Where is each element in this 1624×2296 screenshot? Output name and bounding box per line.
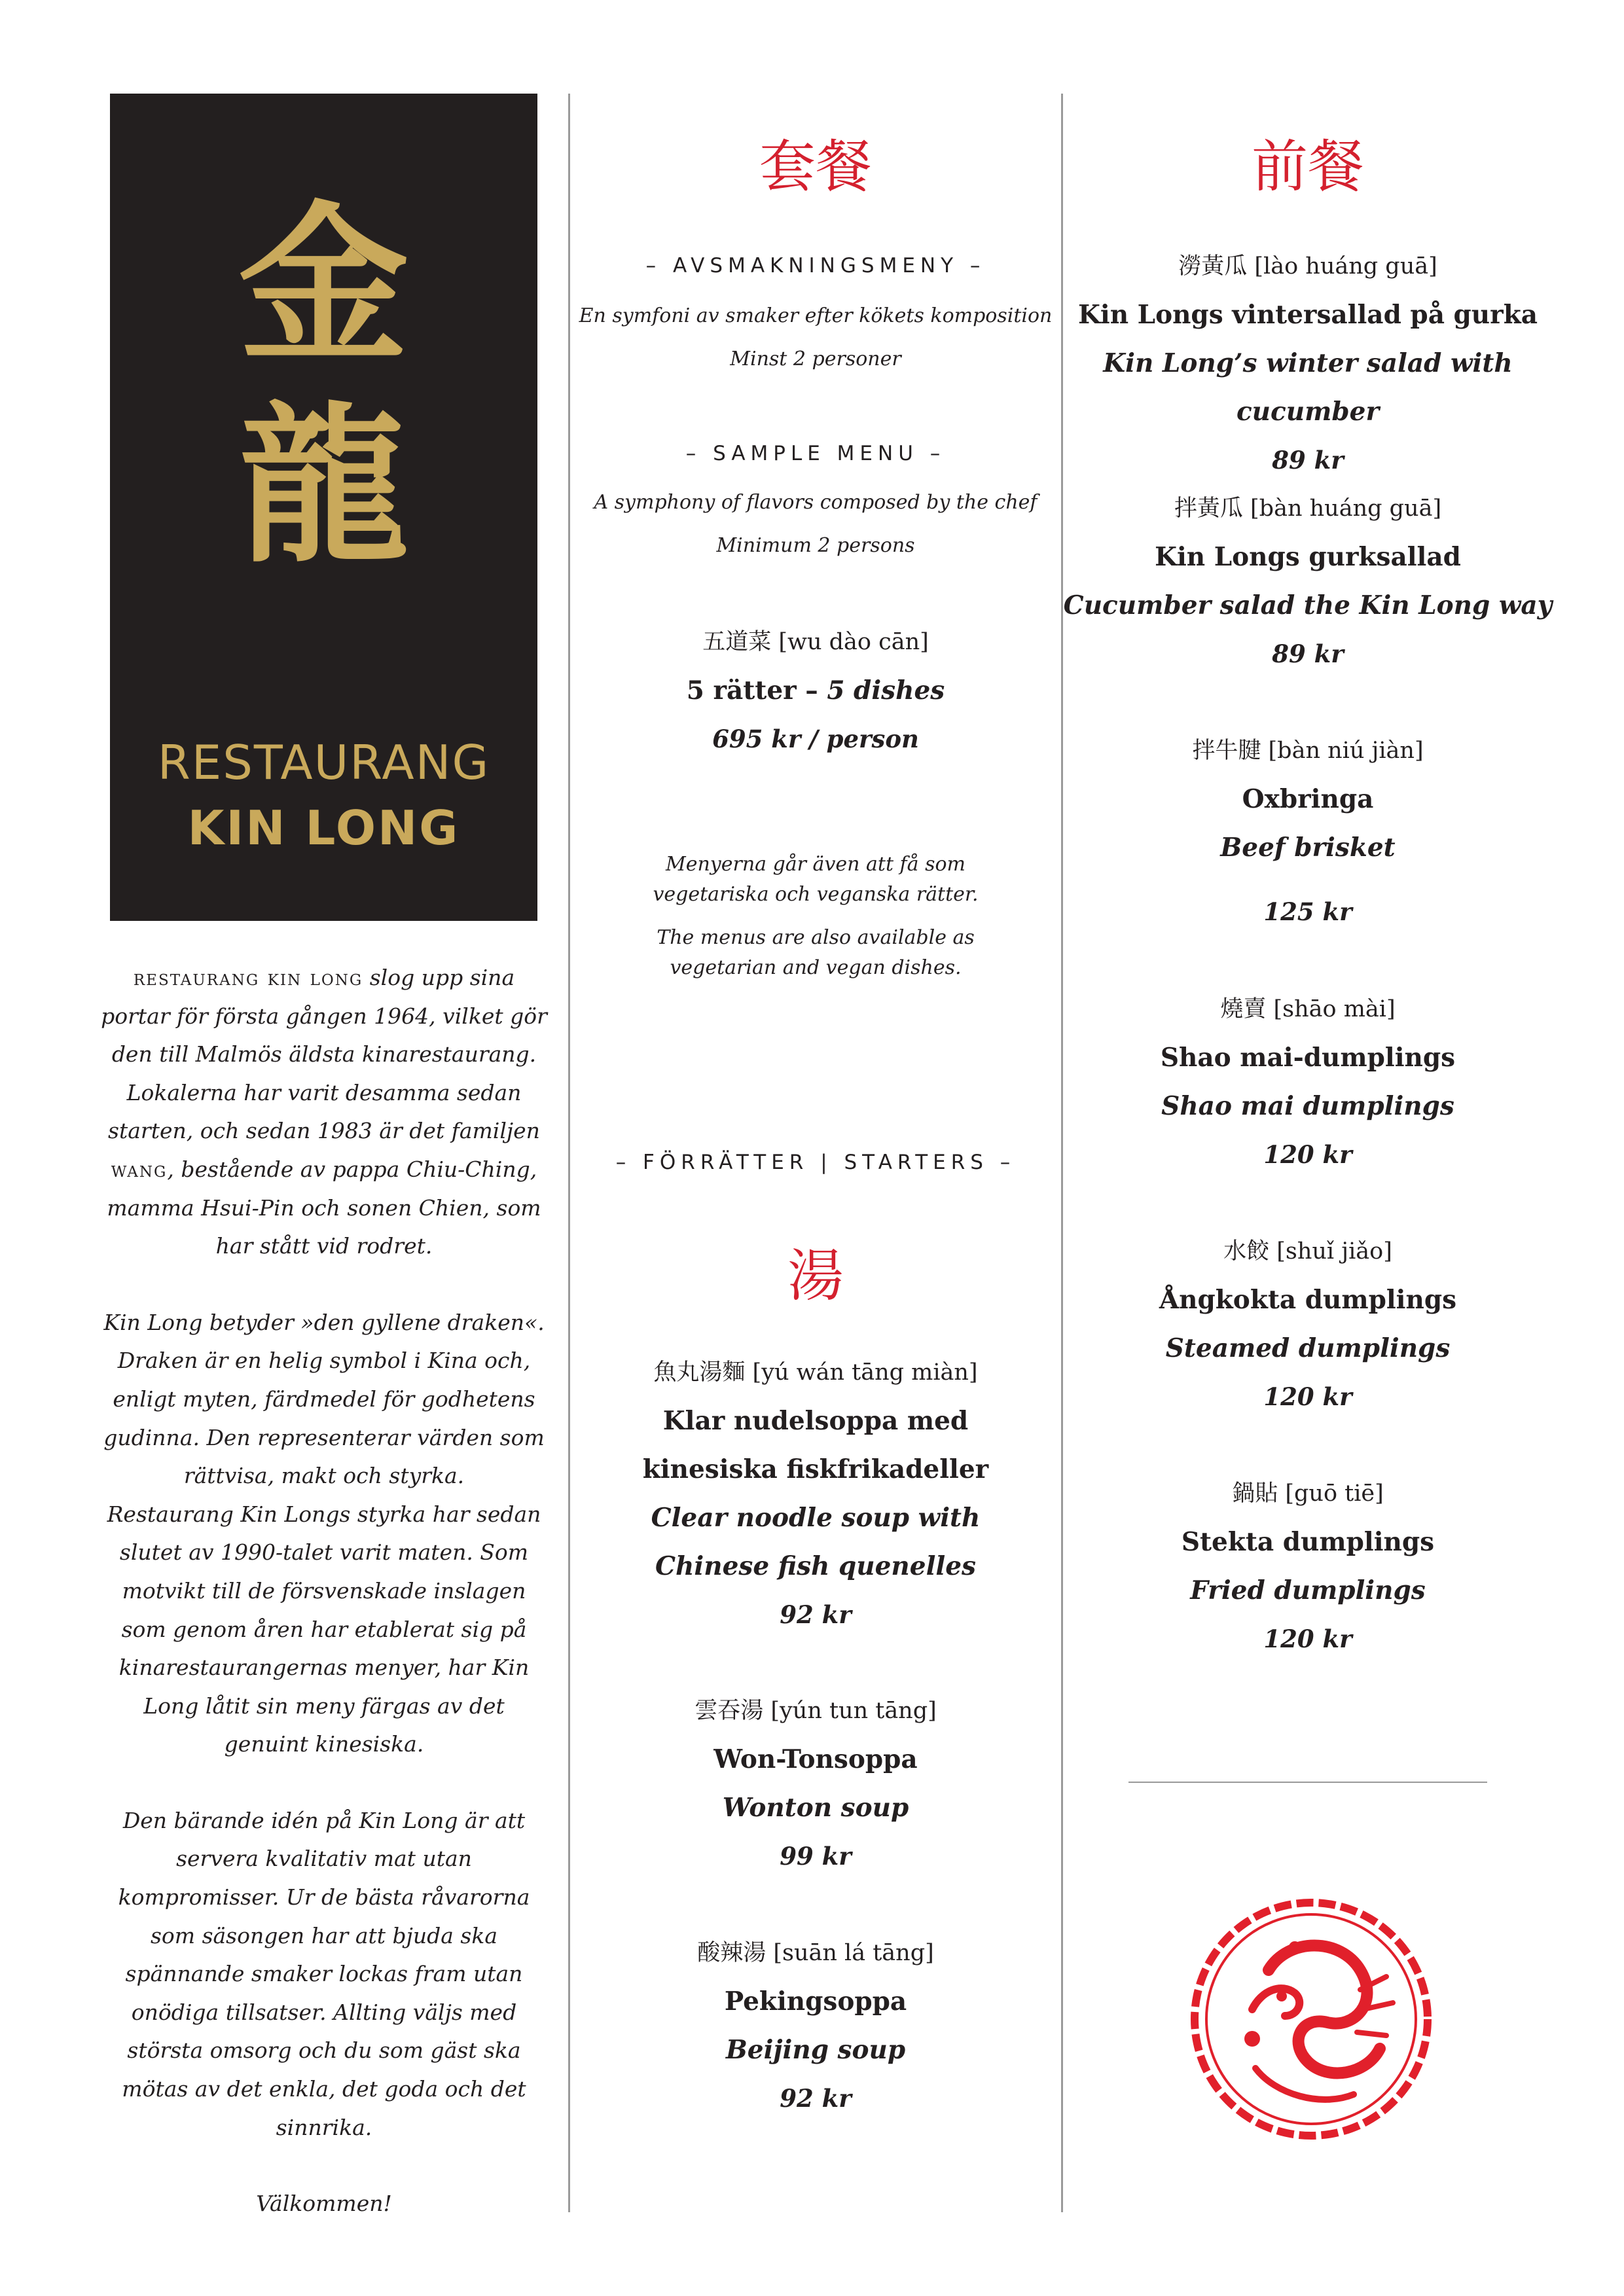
horizontal-divider [1128,1782,1487,1783]
appetizer-3-cn: 拌牛腱 [1192,738,1261,764]
appetizer-5-name-en: Steamed dumplings [1165,1333,1451,1363]
appetizer-2-price: 89 kr [1272,639,1344,668]
appetizer-1-name-sv: Kin Longs vintersallad på gurka [1078,300,1538,330]
soup-3-price: 92 kr [780,2084,852,2113]
appetizer-6-chinese [1062,1469,1553,1518]
logo-kin-long: KIN LONG [187,800,460,855]
appetizer-3-price: 125 kr [1263,897,1352,926]
five-course-en: 5 dishes [827,675,945,706]
five-course-price: 695 kr / person [712,725,919,753]
appetizer-heading: 前餐 [1252,134,1364,200]
vegetarian-note-sv: Menyerna går även att få som vegetariska och veganska rätter. [653,853,979,906]
appetizer-4-name-en: Shao mai dumplings [1161,1091,1454,1121]
set-menu-heading: 套餐 [759,134,872,200]
soup-2-chinese [570,1687,1061,1735]
appetizer-5-chinese [1062,1227,1553,1276]
soup-item [570,1687,1061,1880]
appetizer-item [1062,985,1553,1179]
about-text [98,959,550,2261]
appetizer-6-pinyin: [guō tiē] [1285,1480,1384,1507]
soup-1-name-sv: Klar nudelsoppa med kinesiska fiskfrikadeller [642,1406,989,1484]
soup-2-name-sv: Won-Tonsoppa [713,1744,918,1774]
appetizer-2-pinyin: [bàn huáng guā] [1250,495,1442,522]
appetizer-3-pinyin: [bàn niú jiàn] [1268,738,1424,764]
five-course-title [570,666,1061,715]
appetizer-2-chinese [1062,484,1553,533]
appetizer-4-cn: 燒賣 [1220,996,1267,1022]
soup-1-name-en: Clear noodle soup with Chinese fish quenelles [651,1503,981,1581]
appetizer-item [1062,726,1553,936]
about-welcome: Välkommen! [256,2191,392,2217]
restaurant-name-smallcaps: restaurang kin long [133,965,363,990]
soup-1-cn: 魚丸湯麵 [653,1359,746,1386]
sample-menu-label: – SAMPLE MENU – [685,442,946,465]
logo-restaurang: RESTAURANG [157,735,490,790]
soup-3-pinyin: [suān lá tāng] [773,1940,934,1966]
logo-chinese-characters [110,185,537,587]
tasting-menu-label: – AVSMAKNINGSMENY – [645,254,986,278]
sample-menu-description [570,481,1061,567]
appetizer-item [1062,1227,1553,1421]
appetizer-item [1062,484,1553,678]
tasting-menu-desc-sv: En symfoni av smaker efter kökets komposition [579,304,1053,327]
about-paragraph-2: Kin Long betyder »den gyllene draken«. Draken är en helig symbol i Kina och, enligt myten, färdmedel för godhetens gudinna. Den representerar värden som rättvisa, makt och styrka. [103,1309,545,1489]
appetizer-2-name-en: Cucumber salad the Kin Long way [1063,590,1553,620]
appetizer-2-cn: 拌黃瓜 [1174,495,1243,522]
logo-char-1: 金 [238,185,409,385]
appetizer-1-pinyin: [lào huáng guā] [1254,253,1437,279]
soup-3-name-en: Beijing soup [725,2035,906,2065]
five-course-cn: 五道菜 [702,629,772,655]
appetizer-1-chinese [1062,242,1553,291]
appetizer-1-name-en: Kin Long’s winter salad with cucumber [1103,348,1513,427]
tasting-menu-description [570,295,1061,381]
soup-2-pinyin: [yún tun tāng] [770,1698,937,1724]
soup-1-price: 92 kr [780,1600,852,1629]
five-course-item [570,618,1061,763]
soup-2-price: 99 kr [780,1842,852,1871]
appetizer-3-name-sv: Oxbringa [1242,784,1374,814]
appetizer-6-cn: 鍋貼 [1232,1480,1278,1507]
soup-item [570,1348,1061,1639]
logo-panel [110,94,537,921]
soup-3-name-sv: Pekingsoppa [724,1986,907,2017]
appetizer-3-name-en: Beef brisket [1220,833,1396,863]
soup-1-pinyin: [yú wán tāng miàn] [752,1359,978,1386]
soup-3-chinese [570,1929,1061,1977]
tasting-menu-min-sv: Minst 2 personer [730,348,901,370]
appetizer-item [1062,1469,1553,1663]
appetizer-4-name-sv: Shao mai-dumplings [1160,1043,1456,1073]
appetizer-4-price: 120 kr [1263,1140,1352,1169]
appetizer-5-cn: 水餃 [1223,1238,1270,1265]
appetizer-5-pinyin: [shuǐ jiǎo] [1276,1238,1392,1265]
appetizer-6-name-en: Fried dumplings [1190,1575,1426,1605]
appetizer-2-name-sv: Kin Longs gurksallad [1155,542,1461,572]
appetizer-3-chinese [1062,726,1553,775]
soup-3-cn: 酸辣湯 [697,1940,767,1966]
appetizer-4-pinyin: [shāo mài] [1273,996,1396,1022]
vegetarian-note-en: The menus are also available as vegetarian and vegan dishes. [657,926,975,979]
soup-2-cn: 雲吞湯 [695,1698,764,1724]
soup-1-chinese [570,1348,1061,1397]
about-paragraph-3: Restaurang Kin Longs styrka har sedan slutet av 1990-talet varit maten. Som motvikt till de försvenskade inslagen som genom åren har etablerat sig på kinarestaurangernas menyer, har Kin Long låtit sin meny färgas av det genuint kinesiska. [107,1501,541,1757]
about-paragraph-1 [98,959,550,1266]
five-course-chinese [570,618,1061,666]
soup-item [570,1929,1061,2123]
starters-label: – FÖRRÄTTER | STARTERS – [615,1151,1016,1174]
five-course-pinyin: [wu dào cān] [778,629,929,655]
soup-heading: 湯 [787,1244,844,1309]
appetizer-1-price: 89 kr [1272,446,1344,475]
appetizer-4-chinese [1062,985,1553,1033]
family-name-smallcaps: wang [111,1156,168,1182]
soup-2-name-en: Wonton soup [722,1793,909,1823]
appetizer-item [1062,242,1553,484]
sample-menu-min-en: Minimum 2 persons [716,534,915,557]
sample-menu-desc-en: A symphony of flavors composed by the chef [594,491,1038,514]
appetizer-6-name-sv: Stekta dumplings [1181,1527,1435,1557]
about-p1-b: , bestående av pappa Chiu-Ching, mamma Hsui-Pin och sonen Chien, som har stått vid rodret. [107,1156,541,1259]
five-course-sv: 5 rätter [686,675,797,706]
about-p1-a: slog upp sina portar för första gången 1964, vilket gör den till Malmös äldsta kinarestaurang. Lokalerna har varit desamma sedan starten, och sedan 1983 är det familjen [101,965,547,1144]
five-course-dash: – [805,675,818,706]
appetizer-5-name-sv: Ångkokta dumplings [1159,1285,1457,1315]
dragon-seal-icon [1190,1898,1432,2140]
appetizer-5-price: 120 kr [1263,1382,1352,1411]
about-paragraph-4: Den bärande idén på Kin Long är att servera kvalitativ mat utan kompromisser. Ur de bästa råvarorna som säsongen har att bjuda ska spännande smaker lockas fram utan onödiga tillsatser. Allting väljs med största omsorg och du som gäst ska mötas av det enkla, det goda och det sinnrika. [118,1807,530,2140]
appetizer-6-price: 120 kr [1263,1624,1352,1653]
logo-char-2: 龍 [238,386,409,586]
appetizer-1-cn: 澇黃瓜 [1178,253,1248,279]
vegetarian-note [609,850,1022,983]
